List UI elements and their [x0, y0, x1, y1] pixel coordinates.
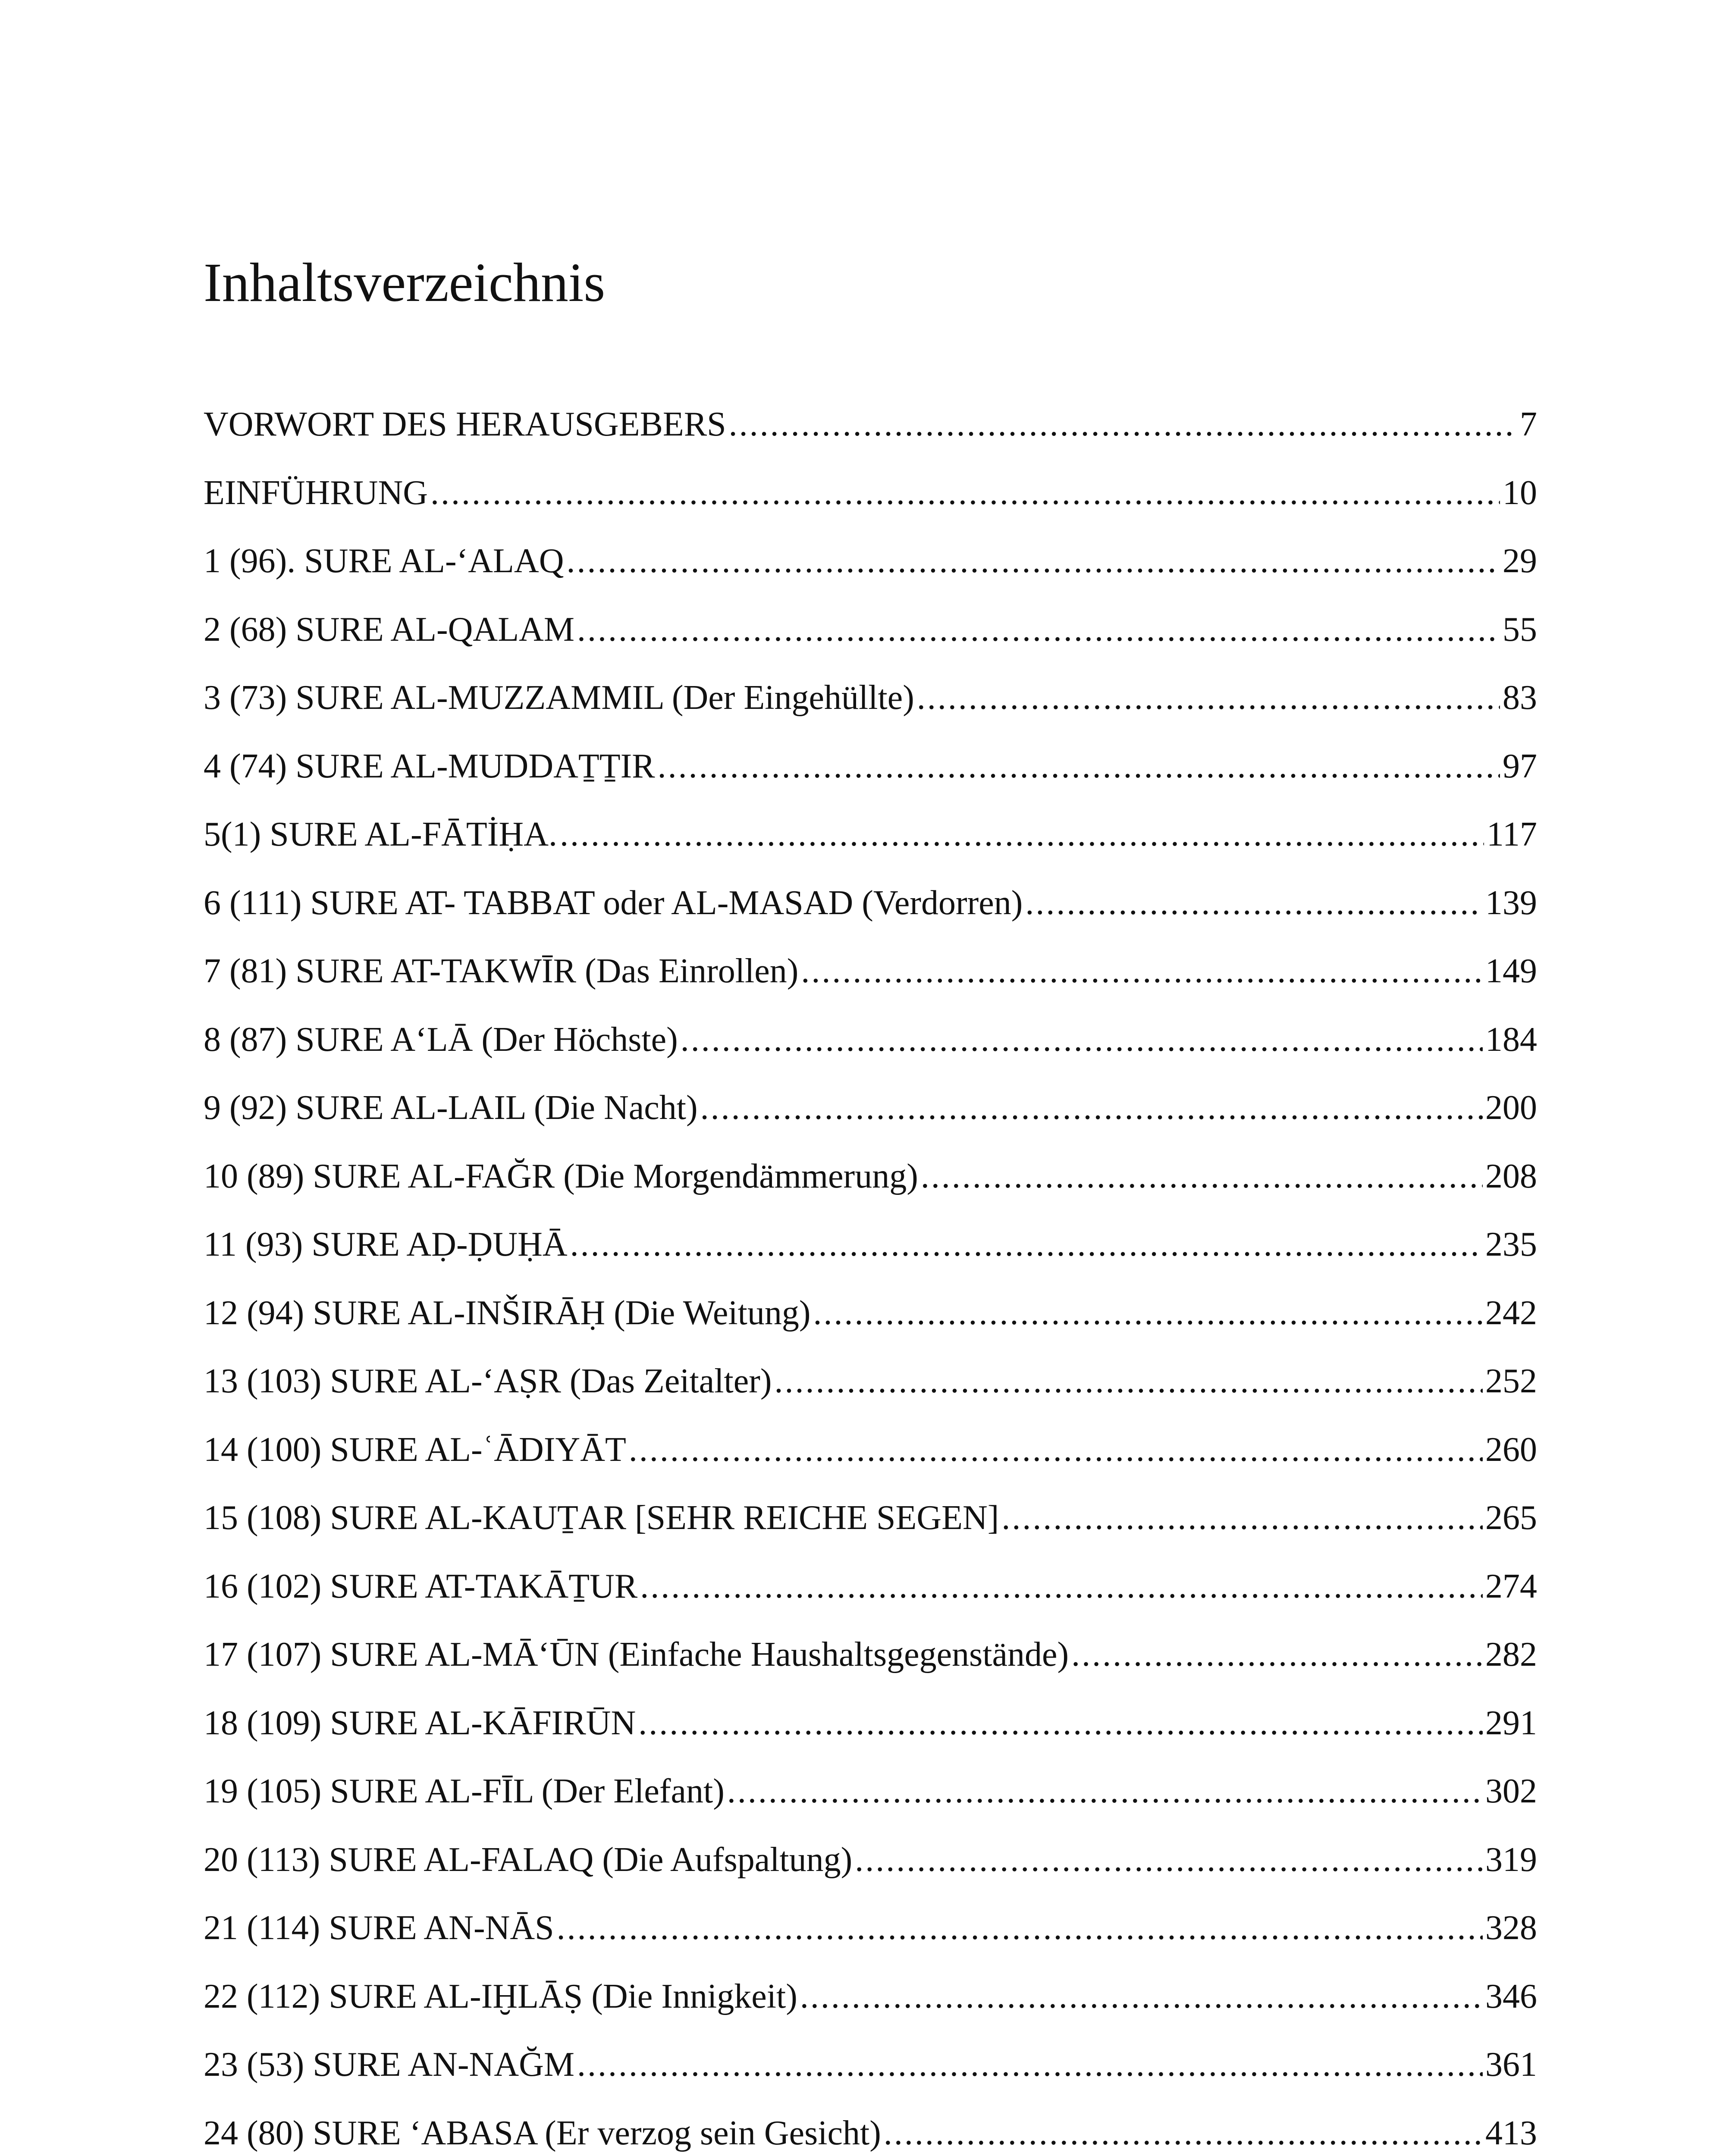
toc-entry-page-number: 319: [1485, 1840, 1537, 1879]
toc-entry-page-number: 235: [1485, 1225, 1537, 1263]
dot-leader: [560, 800, 1484, 869]
dot-leader: [1071, 1620, 1483, 1689]
toc-entry: [204, 869, 1537, 937]
toc-entry-title: 8 (87) SURE A‘LĀ (Der Höchste): [204, 1020, 678, 1059]
toc-entry-page-number: 139: [1485, 884, 1537, 922]
dot-leader: [430, 459, 1500, 527]
toc-entry-page-number: 29: [1503, 542, 1537, 580]
toc-entry: [204, 390, 1537, 459]
toc-entry: [204, 527, 1537, 595]
dot-leader: [1001, 1484, 1483, 1552]
dot-leader: [855, 1826, 1483, 1894]
dot-leader: [775, 1347, 1483, 1416]
toc-entry: [204, 1484, 1537, 1552]
dot-leader: [884, 2099, 1483, 2156]
toc-entry: [204, 2099, 1537, 2156]
toc-entry-title: 20 (113) SURE AL-FALAQ (Die Aufspaltung): [204, 1840, 853, 1879]
dot-leader: [658, 732, 1500, 801]
dot-leader: [570, 1210, 1483, 1279]
toc-entry-page-number: 97: [1503, 747, 1537, 785]
toc-entry-title: 13 (103) SURE AL-‘AṢR (Das Zeitalter): [204, 1362, 772, 1400]
toc-entry: [204, 1552, 1537, 1621]
dot-leader: [577, 2031, 1483, 2099]
toc-entry-page-number: 7: [1520, 405, 1537, 443]
toc-entry: [204, 1006, 1537, 1074]
toc-entry-page-number: 83: [1503, 679, 1537, 717]
toc-entry: [204, 1074, 1537, 1142]
toc-entry-page-number: 274: [1485, 1567, 1537, 1605]
toc-entry-title: 7 (81) SURE AT-TAKWĪR (Das Einrollen): [204, 952, 799, 990]
toc-entry: [204, 1826, 1537, 1894]
toc-entry-page-number: 265: [1485, 1499, 1537, 1537]
toc-entry-page-number: 10: [1503, 473, 1537, 512]
toc-entry: [204, 2031, 1537, 2099]
toc-entry-title: 2 (68) SURE AL-QALAM: [204, 610, 574, 649]
toc-entry: [204, 937, 1537, 1006]
toc-entry-title: 23 (53) SURE AN-NAĞM: [204, 2046, 574, 2084]
dot-leader: [640, 1552, 1483, 1621]
dot-leader: [729, 390, 1517, 459]
toc-entry: [204, 459, 1537, 527]
toc-entry-page-number: 200: [1485, 1089, 1537, 1127]
toc-entry-title: 10 (89) SURE AL-FAĞR (Die Morgendämmerung): [204, 1157, 918, 1195]
toc-entry-title: 11 (93) SURE AḌ-ḌUḤĀ: [204, 1225, 568, 1263]
dot-leader: [813, 1279, 1483, 1348]
toc-entry-title: 6 (111) SURE AT- TABBAT oder AL-MASAD (Verdorren): [204, 884, 1023, 922]
toc-entry-page-number: 242: [1485, 1294, 1537, 1332]
toc-entry-title: 22 (112) SURE AL-IḪLĀṢ (Die Innigkeit): [204, 1977, 797, 2015]
toc-entry: [204, 1142, 1537, 1211]
toc-entry-page-number: 208: [1485, 1157, 1537, 1195]
dot-leader: [1025, 869, 1483, 937]
toc-entry: [204, 595, 1537, 664]
toc-entry-title: 24 (80) SURE ‘ABASA (Er verzog sein Gesicht): [204, 2114, 881, 2152]
toc-entry-title: 15 (108) SURE AL-KAUṮAR [SEHR REICHE SEGEN]: [204, 1499, 999, 1537]
toc-entry-page-number: 291: [1485, 1704, 1537, 1742]
toc-entry-page-number: 252: [1485, 1362, 1537, 1400]
toc-entry-title: 3 (73) SURE AL-MUZZAMMIL (Der Eingehüllte): [204, 679, 914, 717]
toc-entry-page-number: 282: [1485, 1636, 1537, 1673]
toc-entry-page-number: 328: [1485, 1909, 1537, 1947]
dot-leader: [727, 1757, 1483, 1826]
toc-entry-title: 16 (102) SURE AT-TAKĀṮUR: [204, 1567, 638, 1605]
toc-entry-page-number: 361: [1485, 2046, 1537, 2084]
toc-entry: [204, 1757, 1537, 1826]
toc-entry-page-number: 413: [1485, 2114, 1537, 2152]
toc-entry-page-number: 149: [1485, 952, 1537, 990]
dot-leader: [629, 1416, 1483, 1484]
toc-entry-title: 18 (109) SURE AL-KĀFIRŪN: [204, 1704, 636, 1742]
toc-entry: [204, 732, 1537, 801]
dot-leader: [801, 937, 1483, 1006]
dot-leader: [921, 1142, 1483, 1211]
toc-entry: [204, 1620, 1537, 1689]
toc-entry-page-number: 55: [1503, 610, 1537, 649]
toc-entry-page-number: 346: [1485, 1977, 1537, 2015]
toc-entry-title: 9 (92) SURE AL-LAIL (Die Nacht): [204, 1089, 698, 1127]
dot-leader: [681, 1006, 1483, 1074]
toc-entry-title: 12 (94) SURE AL-INŠIRĀḤ (Die Weitung): [204, 1294, 811, 1332]
toc-entry: [204, 664, 1537, 732]
dot-leader: [700, 1074, 1483, 1142]
toc-entry-page-number: 260: [1485, 1430, 1537, 1469]
toc-entry-page-number: 117: [1486, 815, 1537, 853]
dot-leader: [566, 527, 1500, 595]
toc-entry: [204, 1962, 1537, 2031]
toc-entry: [204, 1416, 1537, 1484]
toc-entry: [204, 1689, 1537, 1758]
page-title: Inhaltsverzeichnis: [204, 252, 606, 313]
toc-entry-title: 5(1) SURE AL-FĀTİḤA.: [204, 815, 557, 853]
toc-entry: [204, 800, 1537, 869]
dot-leader: [638, 1689, 1483, 1758]
toc-entry: [204, 1210, 1537, 1279]
dot-leader: [557, 1894, 1483, 1962]
toc-entry-title: 1 (96). SURE AL-‘ALAQ: [204, 542, 564, 580]
toc-entry-title: 4 (74) SURE AL-MUDDAṮṮIR: [204, 747, 655, 785]
toc-entry-title: 21 (114) SURE AN-NĀS: [204, 1909, 554, 1947]
toc-entry-title: 19 (105) SURE AL-FĪL (Der Elefant): [204, 1772, 725, 1810]
toc-entry: [204, 1347, 1537, 1416]
toc-entry-title: VORWORT DES HERAUSGEBERS: [204, 405, 726, 443]
toc-entry-page-number: 184: [1485, 1020, 1537, 1059]
toc-entry-title: 14 (100) SURE AL-ʿĀDIYĀT: [204, 1430, 626, 1469]
toc-entry-page-number: 302: [1485, 1772, 1537, 1810]
toc-entry-title: 17 (107) SURE AL-MĀ‘ŪN (Einfache Haushaltsgegenstände): [204, 1636, 1069, 1673]
toc-entry-title: EINFÜHRUNG: [204, 473, 428, 512]
toc-entry: [204, 1894, 1537, 1962]
dot-leader: [577, 595, 1500, 664]
toc-entry: [204, 1279, 1537, 1348]
dot-leader: [917, 664, 1500, 732]
table-of-contents: [204, 390, 1537, 2156]
dot-leader: [800, 1962, 1483, 2031]
